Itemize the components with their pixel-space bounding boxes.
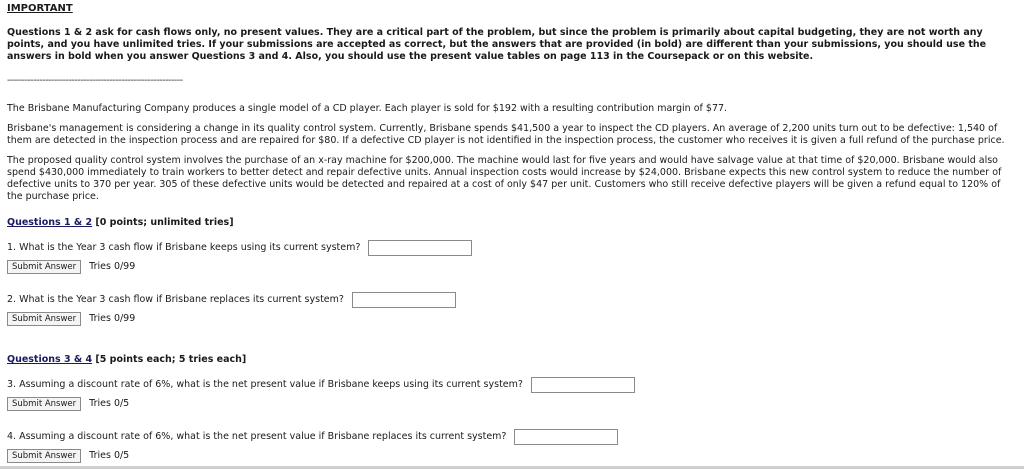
problem-page bbox=[7, 3, 1017, 463]
question-2-tries: Tries 0/99 bbox=[89, 312, 136, 324]
question-4-answer-input[interactable] bbox=[514, 429, 618, 445]
separator-line: ------------------------------------------------------------ bbox=[7, 75, 183, 86]
section-heading-q1-q2 bbox=[7, 217, 1017, 229]
question-4-label: 4. Assuming a discount rate of 6%, what is the net present value if Brisbane replaces its current system? bbox=[7, 431, 507, 442]
problem-paragraph-3: The proposed quality control system involves the purchase of an x-ray machine for $200,000. The machine would last for five years and would have salvage value at that time of $20,000. Brisbane would also spend $430,000 immediately to train workers to better detect and repair defective units. Annual inspection costs would increase by $24,000. Brisbane expects this new control system to reduce the number of defective units to 370 per year. 305 of these defective units would be detected and repaired at a cost of only $47 per unit. Customers who still receive defective players will be given a refund equal to 120% of the purchase price. bbox=[7, 155, 1002, 202]
question-3-submit-button[interactable]: Submit Answer bbox=[7, 397, 81, 411]
section-link-q1-q2[interactable]: Questions 1 & 2 bbox=[7, 217, 93, 228]
question-4-tries: Tries 0/5 bbox=[89, 449, 130, 461]
question-4-submit-row bbox=[7, 448, 1017, 463]
question-4-submit-button[interactable]: Submit Answer bbox=[7, 449, 81, 463]
question-4 bbox=[7, 428, 1017, 446]
question-3 bbox=[7, 376, 1017, 394]
question-1-tries: Tries 0/99 bbox=[89, 260, 136, 272]
important-notice: Questions 1 & 2 ask for cash flows only, no present values. They are a critical part of the problem, but since the problem is primarily about capital budgeting, they are not worth any points, and you have unlimited tries. If your submissions are accepted as correct, but the answers that are provided (in bold) are different than your submissions, you should use the answers in bold when you answer Questions 3 and 4. Also, you should use the present value tables on page 113 in the Coursepack or on this website. bbox=[7, 27, 987, 62]
question-1 bbox=[7, 239, 1017, 257]
question-2-label: 2. What is the Year 3 cash flow if Brisbane replaces its current system? bbox=[7, 294, 344, 305]
question-2-submit-button[interactable]: Submit Answer bbox=[7, 312, 81, 326]
section-link-q3-q4[interactable]: Questions 3 & 4 bbox=[7, 354, 93, 365]
question-2 bbox=[7, 291, 1017, 309]
section-points-q3-q4: [5 points each; 5 tries each] bbox=[92, 354, 247, 365]
question-1-answer-input[interactable] bbox=[368, 240, 472, 256]
section-points-q1-q2: [0 points; unlimited tries] bbox=[92, 217, 234, 228]
question-1-submit-row bbox=[7, 259, 1017, 274]
problem-paragraph-2: Brisbane's management is considering a change in its quality control system. Currently, Brisbane spends $41,500 a year to inspect the CD players. An average of 2,200 units turn out to be defective: 1,540 of them are detected in the inspection process and are repaired for $80. If a defective CD player is not identified in the inspection process, the customer who receives it is given a full refund of the purchase price. bbox=[7, 123, 1005, 146]
question-3-label: 3. Assuming a discount rate of 6%, what is the net present value if Brisbane keeps using its current system? bbox=[7, 379, 523, 390]
question-3-tries: Tries 0/5 bbox=[89, 397, 130, 409]
question-3-answer-input[interactable] bbox=[531, 377, 635, 393]
problem-paragraph-1: The Brisbane Manufacturing Company produces a single model of a CD player. Each player is sold for $192 with a resulting contribution margin of $77. bbox=[7, 103, 728, 114]
question-1-label: 1. What is the Year 3 cash flow if Brisbane keeps using its current system? bbox=[7, 242, 361, 253]
important-title: IMPORTANT bbox=[7, 3, 73, 14]
question-2-submit-row bbox=[7, 311, 1017, 326]
section-heading-q3-q4 bbox=[7, 354, 1017, 366]
question-1-submit-button[interactable]: Submit Answer bbox=[7, 260, 81, 274]
question-2-answer-input[interactable] bbox=[352, 292, 456, 308]
question-3-submit-row bbox=[7, 396, 1017, 411]
